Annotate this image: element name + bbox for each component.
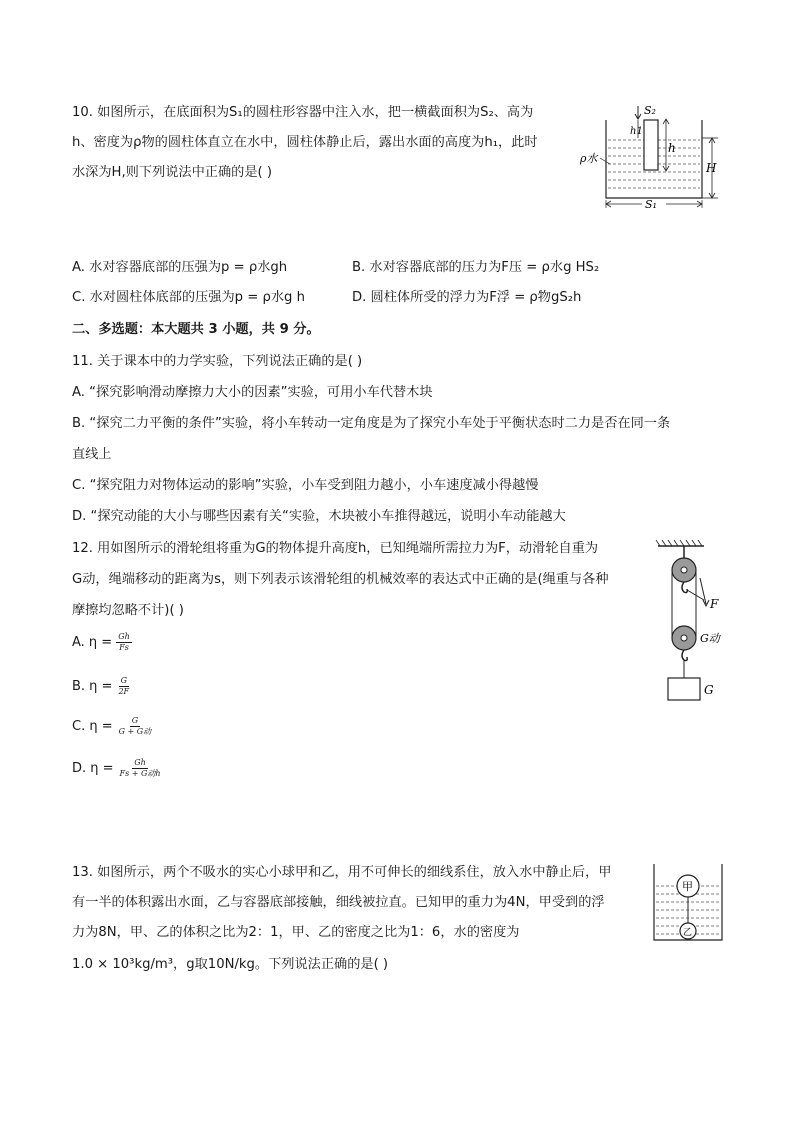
section-2-heading: 二、多选题：本大题共 3 小题，共 9 分。	[72, 322, 320, 337]
q12-option-b-fraction	[116, 676, 131, 697]
q12-label-g: G	[704, 683, 714, 697]
q11-option-a: A. “探究影响滑动摩擦力大小的因素”实验，可用小车代替木块	[72, 385, 433, 400]
q10-stem-line1: 10. 如图所示，在底面积为S₁的圆柱形容器中注入水，把一横截面积为S₂、高为	[72, 105, 534, 120]
q12-option-c-den: G + G动	[118, 727, 152, 736]
q11-option-c: C. “探究阻力对物体运动的影响”实验，小车受到阻力越小，小车速度减小得越慢	[72, 478, 539, 493]
q12-option-d-den: Fs + G动h	[119, 769, 161, 778]
q12-option-b	[72, 676, 131, 697]
q12-stem-line1: 12. 用如图所示的滑轮组将重为G的物体提升高度h，已知绳端所需拉力为F，动滑轮自重为	[72, 541, 599, 556]
q10-stem-line3: 水深为H,则下列说法中正确的是( )	[72, 165, 273, 180]
q13-figure	[650, 860, 726, 944]
q13-stem-line3: 力为8N，甲、乙的体积之比为2：1，甲、乙的密度之比为1：6，水的密度为	[72, 925, 520, 940]
q12-option-b-den: 2F	[118, 687, 130, 696]
q13-label-yi: 乙	[683, 928, 693, 938]
q12-option-a-den: Fs	[119, 643, 129, 652]
q12-option-b-label: B. η =	[72, 679, 113, 694]
q13-label-jia: 甲	[682, 880, 693, 893]
q10-option-c: C. 水对圆柱体底部的压强为p = ρ水g h	[72, 290, 305, 305]
q10-option-a: A. 水对容器底部的压强为p = ρ水gh	[72, 260, 288, 275]
q12-option-c-fraction	[117, 716, 154, 737]
q10-option-b: B. 水对容器底部的压力为F压 = ρ水g HS₂	[352, 260, 600, 275]
q12-stem-line3: 摩擦均忽略不计)( )	[72, 603, 184, 618]
q12-label-gdong: G动	[700, 632, 720, 645]
q12-option-c	[72, 716, 153, 737]
q12-option-d	[72, 758, 163, 779]
q12-option-d-num: Gh	[134, 758, 146, 767]
q12-stem-line2: G动，绳端移动的距离为s，则下列表示该滑轮组的机械效率的表达式中正确的是(绳重与各种	[72, 572, 609, 587]
q13-stem-line4: 1.0 × 10³kg/m³，g取10N/kg。下列说法正确的是( )	[72, 957, 389, 972]
q13-stem-line1: 13. 如图所示，两个不吸水的实心小球甲和乙，用不可伸长的细线系住，放入水中静止后，甲	[72, 865, 612, 880]
q12-option-a-label: A. η =	[72, 635, 113, 650]
q11-option-b-line1: B. “探究二力平衡的条件”实验，将小车转动一定角度是为了探究小车处于平衡状态时二力是否在同一条	[72, 416, 671, 431]
q12-weight-block	[668, 678, 700, 700]
q12-option-a	[72, 632, 132, 653]
q10-label-rho: ρ水	[580, 152, 598, 165]
q10-option-d: D. 圆柱体所受的浮力为F浮 = ρ物gS₂h	[352, 290, 582, 305]
q12-pulley-figure	[650, 538, 740, 704]
q10-label-s2: S₂	[644, 104, 656, 117]
q11-stem: 11. 关于课本中的力学实验，下列说法正确的是( )	[72, 354, 363, 369]
q10-figure	[578, 102, 728, 210]
q11-option-b-line2: 直线上	[72, 447, 112, 462]
q12-label-f: F	[710, 597, 719, 611]
q10-label-h1: h1	[630, 126, 643, 137]
q12-option-d-fraction	[118, 758, 163, 779]
q11-option-d: D. “探究动能的大小与哪些因素有关“实验，木块被小车推得越远，说明小车动能越大	[72, 509, 566, 524]
q12-option-c-label: C. η =	[72, 719, 113, 734]
q10-stem-line2: h、密度为ρ物的圆柱体直立在水中，圆柱体静止后，露出水面的高度为h₁，此时	[72, 135, 538, 150]
q12-option-a-fraction	[116, 632, 132, 653]
q10-label-h: h	[668, 141, 676, 155]
q12-option-a-num: Gh	[118, 632, 130, 641]
q10-label-s1: S₁	[645, 198, 657, 210]
q13-stem-line2: 有一半的体积露出水面，乙与容器底部接触，细线被拉直。已知甲的重力为4N，甲受到的浮	[72, 895, 605, 910]
q10-cylinder	[644, 120, 658, 170]
q12-option-d-label: D. η =	[72, 761, 114, 776]
q10-label-H: H	[706, 161, 717, 175]
q12-option-b-num: G	[120, 676, 127, 685]
q12-option-c-num: G	[131, 716, 139, 725]
